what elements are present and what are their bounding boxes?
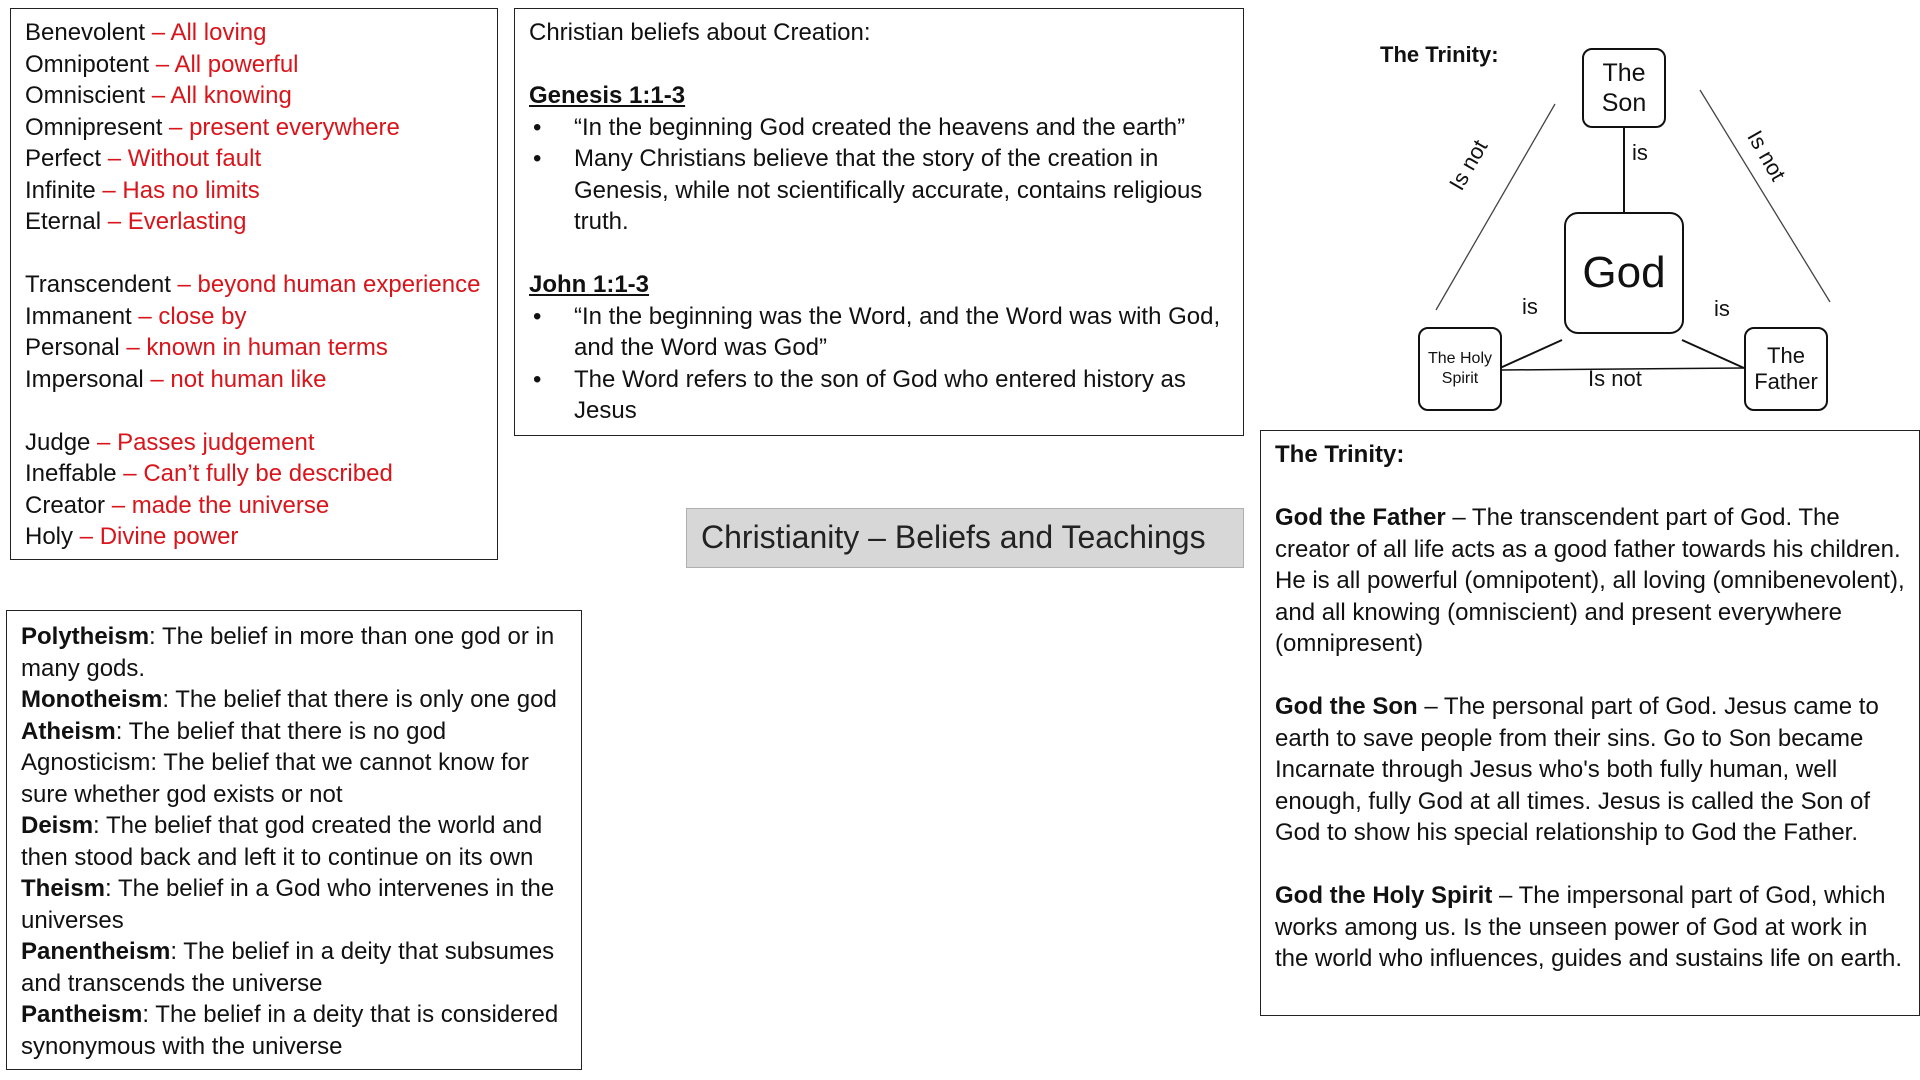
page-title: Christianity – Beliefs and Teachings bbox=[686, 508, 1244, 568]
son-node: The Son bbox=[1582, 48, 1666, 128]
spacer bbox=[25, 395, 483, 427]
attribute-item: Perfect – Without fault bbox=[25, 145, 262, 172]
line-god-father bbox=[1682, 340, 1744, 368]
attribute-item: Infinite – Has no limits bbox=[25, 176, 260, 204]
father-paragraph: God the Father – The transcendent part of God. The creator of all life acts as a good father towards his children. He is all powerful (omnipotent), all loving (omnibenevolent), and all knowing (omniscient) and present everywhere (omnipresent) bbox=[1275, 504, 1905, 657]
ism-item: Panentheism: The belief in a deity that subsumes and transcends the universe bbox=[21, 938, 555, 997]
is-not-label-left: Is not bbox=[1444, 135, 1493, 195]
attribute-item: Omnipotent – All powerful bbox=[25, 50, 299, 78]
genesis-bullet: • “In the beginning God created the heavens and the earth” bbox=[529, 112, 1229, 144]
ism-item: Theism: The belief in a God who intervenes in the universes bbox=[21, 875, 555, 934]
father-node: The Father bbox=[1744, 327, 1828, 411]
attribute-item: Omniscient – All knowing bbox=[25, 82, 292, 109]
is-not-label-bottom: Is not bbox=[1588, 366, 1642, 391]
attribute-item: Ineffable – Can’t fully be described bbox=[25, 460, 393, 487]
genesis-reference: Genesis 1:1-3 bbox=[529, 82, 686, 109]
ism-item: Deism: The belief that god created the world and then stood back and left it to continue on its own bbox=[21, 812, 543, 871]
trinity-heading: The Trinity: bbox=[1275, 441, 1405, 468]
attribute-item: Creator – made the universe bbox=[25, 491, 330, 519]
ism-item: Atheism: The belief that there is no god bbox=[21, 717, 447, 745]
attribute-item: Omnipresent – present everywhere bbox=[25, 113, 400, 141]
attribute-item: Judge – Passes judgement bbox=[25, 428, 315, 456]
spacer bbox=[1275, 849, 1905, 881]
spacer bbox=[1275, 471, 1905, 503]
trinity-text-box bbox=[1260, 430, 1920, 1016]
attribute-item: Personal – known in human terms bbox=[25, 334, 388, 361]
ism-item: Agnosticism: The belief that we cannot know for sure whether god exists or not bbox=[21, 749, 529, 808]
ism-item: Monotheism: The belief that there is only one god bbox=[21, 686, 557, 713]
spirit-paragraph: God the Holy Spirit – The impersonal part of God, which works among us. Is the unseen power of God at work in the world who influences, guides and sustains life on earth. bbox=[1275, 882, 1903, 972]
isms-box bbox=[6, 610, 582, 1070]
is-label-son: is bbox=[1632, 140, 1648, 165]
john-bullet: • The Word refers to the son of God who entered history as Jesus bbox=[529, 364, 1229, 427]
attribute-item: Impersonal – not human like bbox=[25, 365, 327, 393]
god-node: God bbox=[1564, 212, 1684, 334]
spacer bbox=[529, 238, 1229, 270]
is-not-label-right: Is not bbox=[1742, 126, 1791, 186]
trinity-diagram bbox=[1380, 40, 1920, 420]
attribute-item: Transcendent – beyond human experience bbox=[25, 271, 481, 298]
attributes-box bbox=[10, 8, 498, 560]
line-god-spirit bbox=[1500, 340, 1562, 368]
creation-box bbox=[514, 8, 1244, 436]
is-label-father: is bbox=[1714, 296, 1730, 321]
ism-item: Polytheism: The belief in more than one god or in many gods. bbox=[21, 623, 555, 682]
creation-heading: Christian beliefs about Creation: bbox=[529, 19, 871, 46]
john-reference: John 1:1-3 bbox=[529, 271, 650, 298]
spacer bbox=[529, 49, 1229, 81]
attribute-item: Eternal – Everlasting bbox=[25, 208, 247, 235]
attribute-item: Holy – Divine power bbox=[25, 523, 239, 550]
ism-item: Pantheism: The belief in a deity that is considered synonymous with the universe bbox=[21, 1001, 559, 1060]
genesis-bullet: • Many Christians believe that the story of the creation in Genesis, while not scientifically accurate, contains religious truth. bbox=[529, 143, 1229, 238]
spacer bbox=[25, 238, 483, 270]
john-bullet: • “In the beginning was the Word, and the Word was with God, and the Word was God” bbox=[529, 301, 1229, 364]
attribute-item: Immanent – close by bbox=[25, 302, 247, 330]
is-label-spirit: is bbox=[1522, 294, 1538, 319]
line-son-father bbox=[1700, 90, 1830, 302]
spacer bbox=[1275, 660, 1905, 692]
diagram-title: The Trinity: bbox=[1380, 42, 1499, 67]
attribute-item: Benevolent – All loving bbox=[25, 19, 267, 46]
line-son-spirit bbox=[1436, 104, 1555, 310]
holy-spirit-node: The Holy Spirit bbox=[1418, 327, 1502, 411]
son-paragraph: God the Son – The personal part of God. Jesus came to earth to save people from their sins. Go to Son became Incarnate through Jesus who's both fully human, well enough, fully God at all times. Jesus is called the Son of God to show his special relationship to God the Father. bbox=[1275, 693, 1879, 846]
